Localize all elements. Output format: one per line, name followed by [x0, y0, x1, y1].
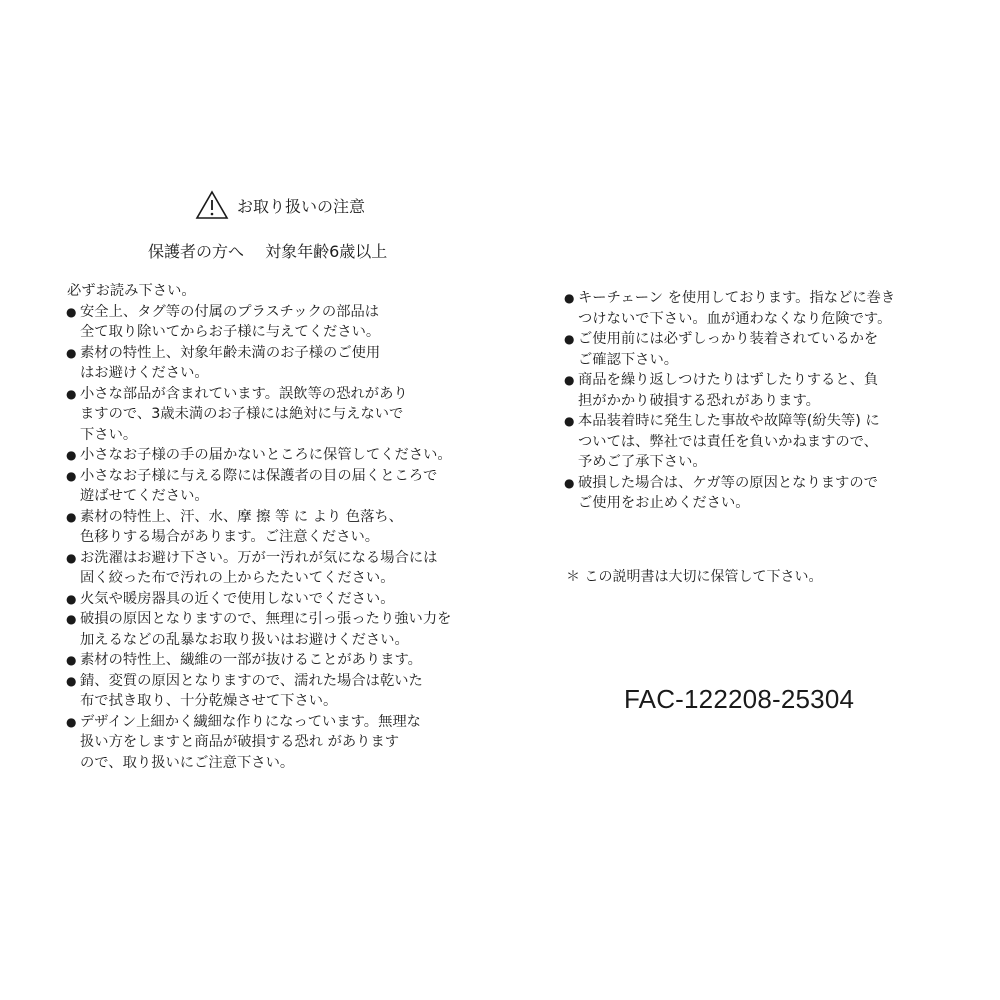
left-item-list [66, 302, 486, 774]
bullet-icon: ● [66, 591, 77, 606]
bullet-icon: ● [66, 714, 77, 729]
caution-item [66, 609, 486, 650]
bullet-icon: ● [66, 612, 77, 626]
header-title-text: お取り扱いの注意 [237, 196, 366, 216]
caution-item-text: 安全上、タグ等の付属のプラスチックの部品は 全て取り除いてからお子様に与えてください。 [80, 303, 381, 340]
caution-item-text: 小さなお子様の手の届かないところに保管してください。 [80, 447, 452, 463]
bullet-icon: ● [564, 332, 575, 346]
caution-item-text: 本品装着時に発生した事故や故障等(紛失等) に ついては、弊社では責任を負いかねますので、 予めご了承下さい。 [578, 413, 880, 470]
caution-item [564, 473, 944, 514]
warning-triangle-icon [195, 190, 229, 220]
bullet-icon: ● [66, 468, 77, 483]
caution-item-text: キーチェーン を使用しております。指などに巻き つけないで下さい。血が通わなくなり危険です。 [578, 290, 896, 327]
caution-item [564, 370, 944, 411]
caution-item [66, 302, 486, 343]
right-column [564, 288, 944, 514]
bullet-icon: ● [66, 673, 77, 688]
caution-item [564, 411, 944, 473]
bullet-icon: ● [66, 653, 77, 667]
caution-item [66, 671, 486, 712]
caution-item-text: 小さなお子様に与える際には保護者の目の届くところで 遊ばせてください。 [80, 467, 438, 504]
keep-instructions-note: ＊ この説明書は大切に保管して下さい。 [566, 569, 823, 585]
left-column [66, 281, 486, 773]
caution-item [66, 650, 486, 671]
bullet-icon: ● [66, 509, 77, 524]
bullet-icon: ● [564, 291, 575, 305]
caution-item [564, 329, 944, 370]
right-item-list [564, 288, 944, 514]
caution-item [564, 288, 944, 329]
caution-item [66, 384, 486, 446]
caution-item-text: 破損の原因となりますので、無理に引っ張ったり強い力を 加えるなどの乱暴なお取り扱いはお避けください。 [80, 611, 452, 648]
caution-item [66, 548, 486, 589]
header-title [195, 190, 365, 220]
caution-item [66, 343, 486, 384]
caution-item-text: デザイン上細かく繊細な作りになっています。無理な 扱い方をしますと商品が破損する恐れ があります ので、取り扱いにご注意下さい。 [80, 713, 421, 771]
caution-item-text: 商品を繰り返しつけたりはずしたりすると、負 担がかかり破損する恐れがあります。 [578, 372, 879, 409]
bullet-icon: ● [66, 550, 77, 565]
product-code: FAC-122208-25304 [624, 684, 855, 714]
bullet-icon: ● [564, 414, 575, 428]
caution-item-text: 素材の特性上、対象年齢未満のお子様のご使用 はお避けください。 [80, 344, 381, 381]
caution-item-text: 破損した場合は、ケガ等の原因となりますので ご使用をお止めください。 [578, 474, 878, 511]
bullet-icon: ● [564, 475, 575, 490]
caution-item-text: 素材の特性上、繊維の一部が抜けることがあります。 [80, 652, 422, 668]
caution-item [66, 507, 486, 548]
caution-item [66, 445, 486, 466]
intro-text: 必ずお読み下さい。 [67, 283, 196, 299]
caution-item [66, 466, 486, 507]
caution-item [66, 712, 486, 774]
caution-item-text: 火気や暖房器具の近くで使用しないでください。 [80, 590, 395, 607]
caution-item-text: 錆、変質の原因となりますので、濡れた場合は乾いた 布で拭き取り、十分乾燥させて下さい。 [80, 672, 423, 709]
bullet-icon: ● [66, 345, 77, 360]
bullet-icon: ● [66, 448, 77, 462]
caution-item-text: ご使用前には必ずしっかり装着されているかを ご確認下さい。 [578, 331, 879, 368]
caution-item-text: お洗濯はお避け下さい。万が一汚れが気になる場合には 固く絞った布で汚れの上からたたいてください。 [80, 549, 438, 586]
caution-item [66, 589, 486, 610]
caution-item-text: 小さな部品が含まれています。誤飲等の恐れがあり ますので、3歳未満のお子様には絶対に与えないで 下さい。 [80, 385, 408, 443]
bullet-icon: ● [66, 386, 77, 401]
bullet-icon: ● [564, 373, 575, 387]
bullet-icon: ● [66, 304, 77, 319]
caution-item-text: 素材の特性上、汗、水、摩 擦 等 に より 色落ち、 色移りする場合があります。ご注意ください。 [80, 508, 403, 545]
header-subtitle: 保護者の方へ 対象年齢6歳以上 [148, 242, 388, 261]
